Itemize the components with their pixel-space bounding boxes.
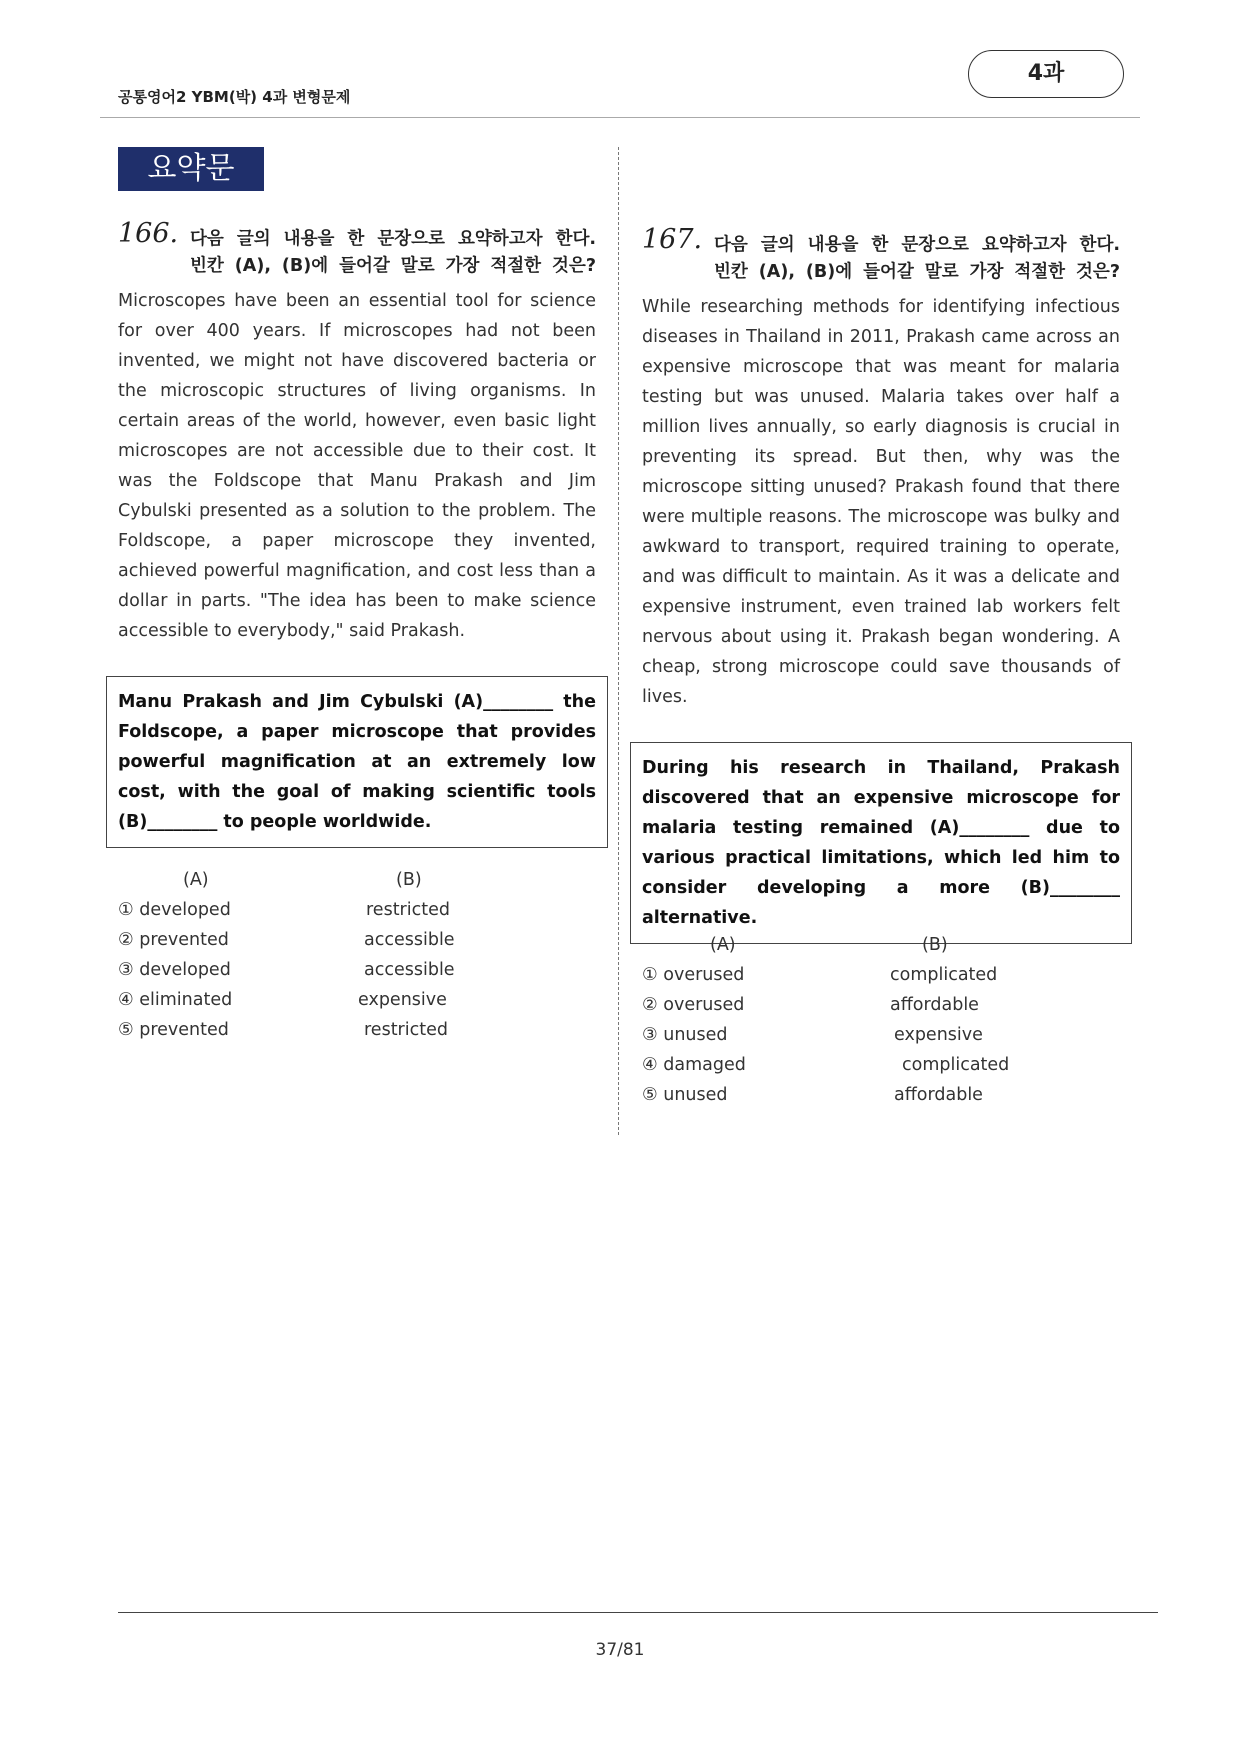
choice-a: ③ unused — [642, 1025, 728, 1045]
choice-b: expensive — [358, 990, 447, 1010]
question-166 — [118, 218, 596, 646]
choice-option[interactable] — [642, 990, 1062, 1020]
document-title: 공통영어2 YBM(박) 4과 변형문제 — [118, 88, 351, 106]
choice-b: restricted — [366, 900, 450, 920]
choice-option[interactable] — [118, 1015, 538, 1045]
chapter-badge: 4과 — [968, 50, 1124, 98]
column-divider — [618, 147, 619, 1135]
choice-b: complicated — [902, 1055, 1010, 1075]
choice-option[interactable] — [642, 960, 1062, 990]
choice-header-a: (A) — [183, 870, 209, 890]
question-166-summary-box: Manu Prakash and Jim Cybulski (A)________ the Foldscope, a paper microscope that provides powerful magnification at an extremely low cost, with the goal of making scientific tools (B)________ to people worldwide. — [106, 676, 608, 848]
choice-a: ① developed — [118, 900, 231, 920]
question-167-choices — [642, 930, 1062, 1110]
choice-b: accessible — [364, 960, 455, 980]
header-divider — [100, 117, 1140, 118]
question-166-instruction — [118, 218, 596, 280]
choice-b: accessible — [364, 930, 455, 950]
choice-header-b: (B) — [922, 935, 948, 955]
choice-header-a: (A) — [710, 935, 736, 955]
choice-option[interactable] — [642, 1050, 1062, 1080]
section-label: 요약문 — [118, 147, 264, 191]
choice-a: ④ eliminated — [118, 990, 233, 1010]
question-167-summary-box: During his research in Thailand, Prakash discovered that an expensive microscope for malaria testing remained (A)________ due to various practical limitations, which led him to consider developing a more (B)________ alternative. — [630, 742, 1132, 944]
choice-b: complicated — [890, 965, 998, 985]
choice-option[interactable] — [642, 1080, 1062, 1110]
choice-header — [642, 930, 1062, 960]
question-166-number: 166. — [118, 218, 179, 249]
choice-a: ② overused — [642, 995, 745, 1015]
instruction-line-2: 빈칸 (A), (B)에 들어갈 말로 가장 적절한 것은? — [190, 256, 596, 276]
choice-a: ④ damaged — [642, 1055, 746, 1075]
choice-b: affordable — [890, 995, 979, 1015]
choice-header — [118, 865, 538, 895]
choice-a: ① overused — [642, 965, 745, 985]
question-167-number: 167. — [642, 224, 703, 255]
footer-divider — [118, 1612, 1158, 1613]
choice-b: affordable — [894, 1085, 983, 1105]
instruction-line-2: 빈칸 (A), (B)에 들어갈 말로 가장 적절한 것은? — [714, 262, 1120, 282]
choice-a: ⑤ prevented — [118, 1020, 229, 1040]
choice-b: restricted — [364, 1020, 448, 1040]
question-167-instruction — [642, 224, 1120, 286]
choice-header-b: (B) — [396, 870, 422, 890]
question-166-choices — [118, 865, 538, 1045]
question-167 — [642, 224, 1120, 712]
question-167-passage: While researching methods for identifying infectious diseases in Thailand in 2011, Prakash came across an expensive microscope that was meant for malaria testing but was unused. Malaria takes over half a million lives annually, so early diagnosis is crucial in preventing its spread. But then, why was the microscope sitting unused? Prakash found that there were multiple reasons. The microscope was bulky and awkward to transport, required training to operate, and was difficult to maintain. As it was a delicate and expensive instrument, even trained lab workers felt nervous about using it. Prakash began wondering. A cheap, strong microscope could save thousands of lives. — [642, 297, 1120, 707]
choice-option[interactable] — [118, 925, 538, 955]
choice-b: expensive — [894, 1025, 983, 1045]
choice-option[interactable] — [118, 895, 538, 925]
choice-a: ⑤ unused — [642, 1085, 728, 1105]
choice-option[interactable] — [118, 985, 538, 1015]
page-number: 37/81 — [595, 1640, 645, 1660]
choice-a: ② prevented — [118, 930, 229, 950]
choice-option[interactable] — [642, 1020, 1062, 1050]
choice-a: ③ developed — [118, 960, 231, 980]
instruction-line-1: 다음 글의 내용을 한 문장으로 요약하고자 한다. — [714, 235, 1120, 255]
instruction-line-1: 다음 글의 내용을 한 문장으로 요약하고자 한다. — [190, 229, 596, 249]
choice-option[interactable] — [118, 955, 538, 985]
question-166-passage: Microscopes have been an essential tool for science for over 400 years. If microscopes had not been invented, we might not have discovered bacteria or the microscopic structures of living organisms. In certain areas of the world, however, even basic light microscopes are not accessible due to their cost. It was the Foldscope that Manu Prakash and Jim Cybulski presented as a solution to the problem. The Foldscope, a paper microscope they invented, achieved powerful magnification, and cost less than a dollar in parts. "The idea has been to make science accessible to everybody," said Prakash. — [118, 291, 596, 641]
